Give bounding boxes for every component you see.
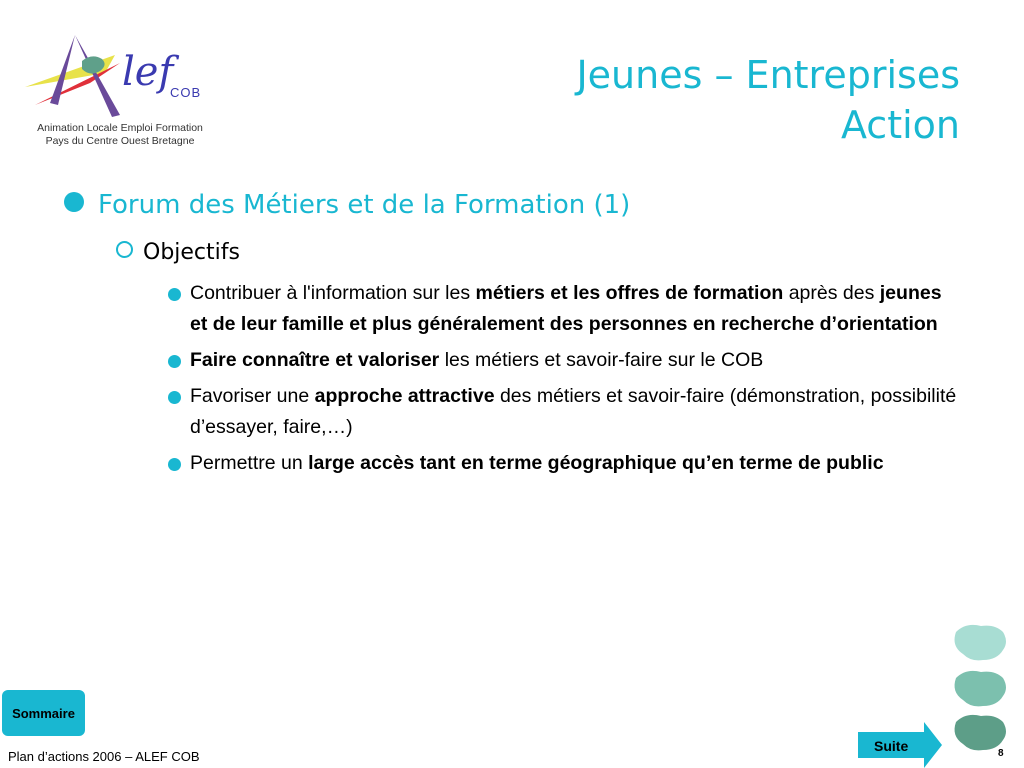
objective-text: des métiers et savoir-faire (démonstration, possibilité d’essayer, faire,…): [190, 385, 957, 438]
logo-tagline-line1: Animation Locale Emploi Formation: [37, 122, 203, 134]
objective-item: [168, 345, 958, 376]
sommaire-button[interactable]: [2, 690, 85, 736]
objective-text: après des: [783, 282, 880, 304]
map-mid-icon: [955, 671, 1006, 707]
objective-text-bold: Faire connaître et valoriser: [190, 349, 440, 371]
objective-text: Permettre un: [190, 452, 309, 474]
svg-text:lef: lef: [122, 49, 174, 95]
map-light-icon: [955, 625, 1006, 661]
map-dark-icon: [955, 715, 1006, 751]
objectives-list: [168, 278, 958, 484]
objective-text-bold: jeunes et de leur famille et plus généralement des personnes en recherche d’orientation: [190, 282, 942, 335]
footer-text: Plan d’actions 2006 – ALEF COB: [8, 749, 200, 764]
section-heading-text: Forum des Métiers et de la Formation (1): [98, 190, 631, 220]
slide-title-line1: Jeunes – Entreprises: [576, 53, 960, 97]
objective-item: [168, 448, 958, 479]
objective-text-bold: approche attractive: [314, 385, 495, 407]
objective-text-bold: large accès tant en terme géographique qu’en terme de public: [308, 452, 884, 474]
section-heading: [64, 190, 630, 220]
bullet-dot-icon: [168, 391, 181, 404]
objective-item: [168, 381, 958, 443]
objective-text: Favoriser une: [190, 385, 315, 407]
bullet-dot-icon: [168, 288, 181, 301]
suite-button-label[interactable]: Suite: [874, 738, 909, 754]
objective-item: [168, 278, 958, 340]
objective-text: Contribuer à l'information sur les: [190, 282, 476, 304]
page-number: 8: [998, 748, 1004, 759]
subsection-heading-text: Objectifs: [143, 240, 240, 265]
brittany-maps-decoration: [950, 622, 1010, 762]
bullet-dot-icon: [64, 192, 84, 212]
bullet-dot-icon: [168, 355, 181, 368]
slide-title: [576, 50, 960, 150]
logo-tagline-line2: Pays du Centre Ouest Bretagne: [45, 135, 195, 147]
objective-text-bold: métiers et les offres de formation: [475, 282, 784, 304]
bullet-ring-icon: [116, 241, 133, 258]
alef-logo-icon: [20, 25, 220, 125]
objective-text: les métiers et savoir-faire sur le COB: [439, 349, 764, 371]
slide-title-line2: Action: [840, 103, 960, 147]
sommaire-button-label: Sommaire: [12, 705, 75, 721]
alef-logo: [20, 25, 220, 155]
bullet-dot-icon: [168, 458, 181, 471]
subsection-heading: [116, 240, 240, 265]
logo-cob-text: COB: [170, 85, 202, 100]
